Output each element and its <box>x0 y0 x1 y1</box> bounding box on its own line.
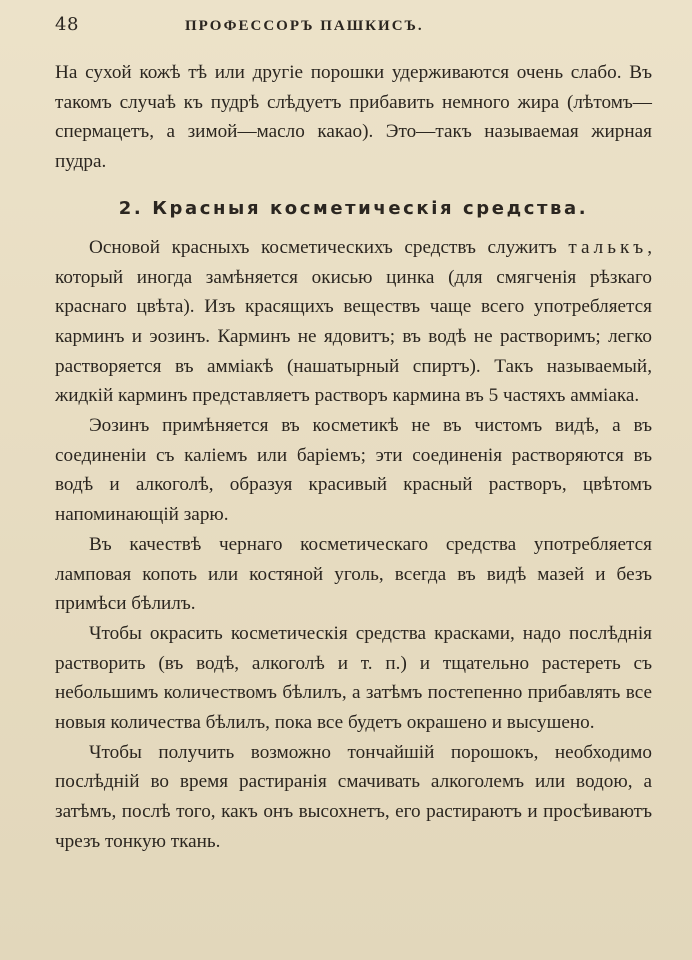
running-title: ПРОФЕССОРЪ ПАШКИСЪ. <box>185 18 424 34</box>
running-head <box>55 14 652 44</box>
paragraph-black-cosmetics: Въ качествѣ чернаго косметическаго средства употребляется ламповая копоть или костяной уголь, всегда въ видѣ мазей и безъ примѣси бѣлилъ. <box>55 533 652 615</box>
page-number: 48 <box>55 14 79 35</box>
paragraph-eosin: Эозинъ примѣняется въ косметикѣ не въ чистомъ видѣ, а въ соединеніи съ каліемъ или баріемъ; эти соединенія растворяются въ водѣ и алкоголѣ, образуя красивый красный растворъ, цвѣтомъ напоминающій зарю. <box>55 415 652 526</box>
paragraph-fine-powder: Чтобы получить возможно тончайшій порошокъ, необходимо послѣдній во время растиранія смачивать алкоголемъ или водою, а затѣмъ, послѣ того, какъ онъ высохнетъ, его растираютъ и просѣиваютъ чрезъ тонкую ткань. <box>55 741 652 852</box>
paragraph-talc <box>55 233 652 411</box>
intro-paragraph: На сухой кожѣ тѣ или другіе порошки удерживаются очень слабо. Въ такомъ случаѣ къ пудрѣ слѣдуетъ прибавить немного жира (лѣтомъ—спермацетъ, а зимой—масло какао). Это—такъ называемая жирная пудра. <box>55 62 652 173</box>
paragraph-talc-start: Основой красныхъ косметическихъ средствъ служитъ <box>89 236 569 258</box>
spaced-term-talc: талькъ <box>568 236 648 258</box>
section-heading: 2. Красныя косметическія средства. <box>118 197 589 219</box>
page-body <box>55 58 652 857</box>
paragraph-coloring: Чтобы окрасить косметическія средства красками, надо послѣднія растворить (въ водѣ, алкоголѣ и т. п.) и тщательно растереть съ небольшимъ количествомъ бѣлилъ, а затѣмъ постепенно прибавлять все новыя количества бѣлилъ, пока все будетъ окрашено и высушено. <box>55 622 652 734</box>
paragraph-talc-rest: , который иногда замѣняется окисью цинка (для смягченія рѣзкаго краснаго цвѣта). Изъ красящихъ веществъ чаще всего употребляется карминъ и эозинъ. Карминъ не ядовитъ; въ водѣ не растворимъ; легко растворяется въ амміакѣ (нашатырный спиртъ). Такъ называемый, жидкій карминъ представляетъ растворъ кармина въ 5 частяхъ амміака. <box>55 236 652 407</box>
